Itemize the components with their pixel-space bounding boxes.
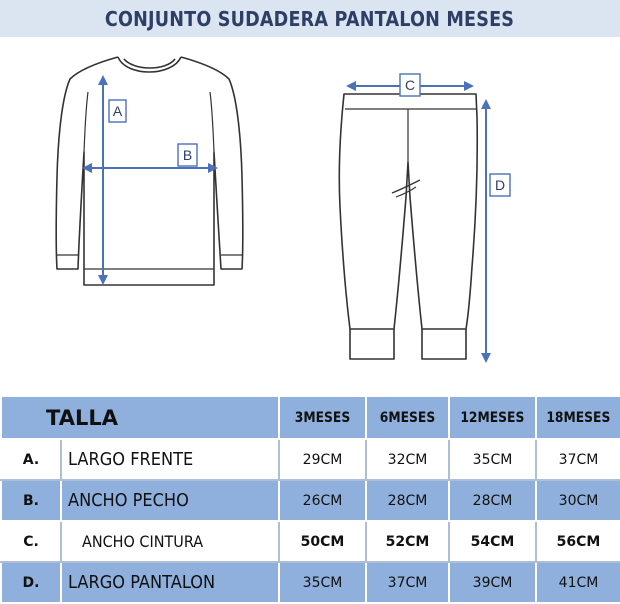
- row-name: LARGO PANTALON: [61, 562, 279, 603]
- title-bar: [0, 0, 620, 37]
- value-cell: 54CM: [449, 521, 536, 562]
- table-row: [1, 521, 620, 562]
- value-cell: 35CM: [279, 562, 366, 603]
- value-cell: 37CM: [366, 562, 449, 603]
- row-code: C.: [1, 521, 61, 562]
- measure-b-label: B: [182, 147, 193, 163]
- value-cell: 50CM: [279, 521, 366, 562]
- measure-a-label: A: [112, 103, 123, 119]
- size-header-3m: 3MESES: [279, 396, 366, 439]
- value-cell: 28CM: [449, 480, 536, 521]
- value-cell: 41CM: [536, 562, 620, 603]
- row-code: A.: [1, 439, 61, 480]
- value-cell: 37CM: [536, 439, 620, 480]
- row-code: D.: [1, 562, 61, 603]
- table-row: [1, 439, 620, 480]
- talla-header: TALLA: [1, 396, 279, 439]
- value-cell: 35CM: [449, 439, 536, 480]
- row-name: ANCHO PECHO: [61, 480, 279, 521]
- row-name: LARGO FRENTE: [61, 439, 279, 480]
- value-cell: 56CM: [536, 521, 620, 562]
- size-header-12m: 12MESES: [449, 396, 536, 439]
- size-header-6m: 6MESES: [366, 396, 449, 439]
- value-cell: 32CM: [366, 439, 449, 480]
- sweatshirt-illustration: [56, 57, 243, 285]
- pants-illustration: [339, 94, 477, 359]
- measure-a-arrow: [98, 75, 108, 285]
- value-cell: 29CM: [279, 439, 366, 480]
- garment-diagram: [0, 37, 620, 397]
- table-row: [1, 480, 620, 521]
- row-code: B.: [1, 480, 61, 521]
- value-cell: 30CM: [536, 480, 620, 521]
- table-row: [1, 562, 620, 603]
- measure-d-label: D: [494, 177, 506, 193]
- value-cell: 26CM: [279, 480, 366, 521]
- size-table-header: [1, 396, 620, 439]
- value-cell: 52CM: [366, 521, 449, 562]
- size-header-18m: 18MESES: [536, 396, 620, 439]
- value-cell: 28CM: [366, 480, 449, 521]
- size-table: [0, 395, 620, 604]
- row-name: ANCHO CINTURA: [61, 521, 279, 562]
- page-title: CONJUNTO SUDADERA PANTALON MESES: [105, 6, 515, 31]
- value-cell: 39CM: [449, 562, 536, 603]
- measure-c-label: C: [404, 77, 416, 93]
- measure-d-arrow: [481, 99, 491, 363]
